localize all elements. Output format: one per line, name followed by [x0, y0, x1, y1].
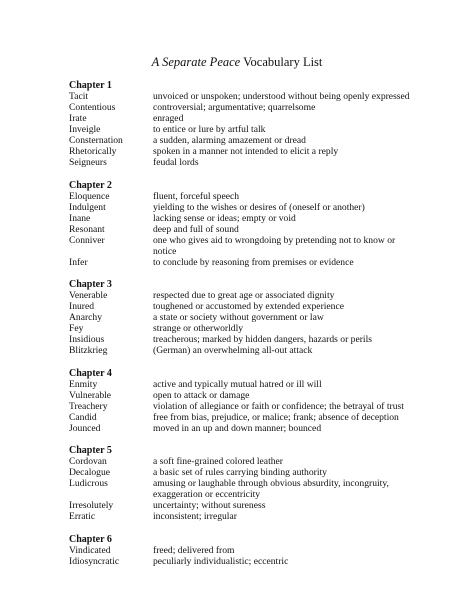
- vocabulary-term: Indulgent: [69, 201, 106, 213]
- vocabulary-term: Contentious: [69, 102, 116, 113]
- vocabulary-entry: [69, 157, 419, 168]
- chapter-heading: Chapter 6: [69, 533, 112, 545]
- vocabulary-entry: [69, 334, 419, 345]
- vocabulary-definition: free from bias, prejudice, or malice; frank; absence of deception: [153, 411, 399, 423]
- vocabulary-entry: [69, 290, 419, 301]
- vocabulary-entry: [69, 235, 419, 257]
- vocabulary-entry: [69, 224, 419, 235]
- vocabulary-entry: [69, 257, 419, 268]
- vocabulary-definition: a basic set of rules carrying binding authority: [153, 467, 327, 478]
- vocabulary-term: Infer: [69, 256, 88, 268]
- vocabulary-entry: [69, 556, 419, 567]
- vocabulary-term: Inured: [69, 301, 95, 312]
- vocabulary-term: Treachery: [69, 400, 108, 412]
- vocabulary-term: Ludicrous: [69, 478, 108, 489]
- vocabulary-entry: [69, 401, 419, 412]
- vocabulary-definition: inconsistent; irregular: [153, 511, 237, 522]
- vocabulary-term: Venerable: [69, 290, 108, 301]
- vocabulary-entry: [69, 467, 419, 478]
- vocabulary-term: Decalogue: [69, 467, 111, 478]
- vocabulary-term: Conniver: [69, 234, 105, 246]
- vocabulary-entry: [69, 113, 419, 124]
- page-title: [0, 55, 474, 70]
- vocabulary-definition: spoken in a manner not intended to elicit a reply: [153, 146, 339, 157]
- chapter-heading: Chapter 4: [69, 367, 112, 379]
- chapter-heading: Chapter 3: [69, 279, 112, 290]
- vocabulary-term: Idiosyncratic: [69, 555, 120, 567]
- vocabulary-term: Consternation: [69, 135, 123, 146]
- vocabulary-term: Erratic: [69, 511, 96, 522]
- chapter-section: [69, 180, 419, 268]
- vocabulary-entry: [69, 390, 419, 401]
- vocabulary-definition: uncertainty; without sureness: [153, 500, 266, 511]
- vocabulary-entry: [69, 202, 419, 213]
- vocabulary-definition: treacherous; marked by hidden dangers, hazards or perils: [153, 334, 372, 345]
- vocabulary-definition: to entice or lure by artful talk: [153, 124, 266, 135]
- vocabulary-entry: [69, 146, 419, 157]
- vocabulary-definition: feudal lords: [153, 157, 199, 168]
- chapter-section: [69, 80, 419, 168]
- vocabulary-definition: a state or society without government or law: [153, 312, 324, 323]
- vocabulary-definition: one who gives aid to wrongdoing by pretending not to know or notice: [153, 234, 396, 257]
- vocabulary-entry: [69, 312, 419, 323]
- vocabulary-entry: [69, 511, 419, 522]
- vocabulary-definition: strange or otherworldly: [153, 323, 244, 334]
- vocabulary-definition: respected due to great age or associated dignity: [153, 290, 335, 301]
- vocabulary-entry: [69, 301, 419, 312]
- vocabulary-entry: [69, 500, 419, 511]
- vocabulary-definition: amusing or laughable through obvious absurdity, incongruity, exaggeration or eccentricity: [153, 478, 389, 500]
- vocabulary-term: Anarchy: [69, 312, 103, 323]
- vocabulary-definition: peculiarly individualistic; eccentric: [153, 555, 289, 567]
- vocabulary-entry: [69, 423, 419, 434]
- vocabulary-definition: a sudden, alarming amazement or dread: [153, 135, 306, 146]
- vocabulary-definition: a soft fine-grained colored leather: [153, 456, 283, 467]
- vocabulary-definition: enraged: [153, 113, 184, 124]
- vocabulary-definition: toughened or accustomed by extended experience: [153, 301, 344, 312]
- vocabulary-term: Fey: [69, 323, 84, 334]
- vocabulary-entry: [69, 102, 419, 113]
- vocabulary-term: Vindicated: [69, 544, 111, 556]
- vocabulary-definition: yielding to the wishes or desires of (oneself or another): [153, 201, 365, 213]
- chapter-heading: Chapter 2: [69, 179, 112, 191]
- vocabulary-definition: to conclude by reasoning from premises or evidence: [153, 256, 354, 268]
- vocabulary-term: Vulnerable: [69, 389, 112, 401]
- vocabulary-term: Enmity: [69, 378, 98, 390]
- vocabulary-definition: lacking sense or ideas; empty or void: [153, 212, 296, 224]
- chapter-heading: Chapter 5: [69, 445, 112, 456]
- vocabulary-entry: [69, 323, 419, 334]
- vocabulary-entry: [69, 478, 419, 500]
- vocabulary-definition: active and typically mutual hatred or ill will: [153, 378, 322, 390]
- vocabulary-term: Blitzkrieg: [69, 345, 108, 356]
- vocabulary-entry: [69, 345, 419, 356]
- chapter-heading: Chapter 1: [69, 80, 112, 91]
- vocabulary-term: Jounced: [69, 422, 101, 434]
- vocabulary-definition: unvoiced or unspoken; understood without being openly expressed: [153, 91, 410, 102]
- vocabulary-term: Candid: [69, 411, 97, 423]
- vocabulary-entry: [69, 124, 419, 135]
- title-suffix: Vocabulary List: [240, 55, 323, 69]
- vocabulary-term: Seigneurs: [69, 157, 107, 168]
- vocabulary-entry: [69, 191, 419, 202]
- vocabulary-definition: fluent, forceful speech: [153, 190, 240, 202]
- vocabulary-term: Inane: [69, 212, 91, 224]
- vocabulary-entry: [69, 412, 419, 423]
- vocabulary-term: Cordovan: [69, 456, 107, 467]
- vocabulary-list: [69, 80, 419, 578]
- vocabulary-definition: (German) an overwhelming all-out attack: [153, 345, 313, 356]
- vocabulary-definition: controversial; argumentative; quarrelsome: [153, 102, 316, 113]
- vocabulary-entry: [69, 135, 419, 146]
- vocabulary-term: Eloquence: [69, 190, 110, 202]
- vocabulary-entry: [69, 456, 419, 467]
- vocabulary-entry: [69, 379, 419, 390]
- vocabulary-definition: freed; delivered from: [153, 544, 235, 556]
- chapter-section: [69, 445, 419, 522]
- title-book-name: A Separate Peace: [151, 55, 241, 69]
- vocabulary-definition: moved in an up and down manner; bounced: [153, 422, 322, 434]
- vocabulary-term: Irresolutely: [69, 500, 114, 511]
- vocabulary-term: Insidious: [69, 334, 105, 345]
- chapter-section: [69, 279, 419, 356]
- vocabulary-term: Irate: [69, 113, 87, 124]
- chapter-section: [69, 534, 419, 567]
- vocabulary-entry: [69, 91, 419, 102]
- vocabulary-definition: open to attack or damage: [153, 389, 250, 401]
- vocabulary-term: Tacit: [69, 91, 89, 102]
- vocabulary-entry: [69, 545, 419, 556]
- vocabulary-term: Inveigle: [69, 124, 101, 135]
- vocabulary-definition: violation of allegiance or faith or confidence; the betrayal of trust: [153, 400, 404, 412]
- chapter-section: [69, 368, 419, 434]
- vocabulary-term: Resonant: [69, 223, 105, 235]
- vocabulary-definition: deep and full of sound: [153, 223, 239, 235]
- vocabulary-term: Rhetorically: [69, 146, 117, 157]
- vocabulary-entry: [69, 213, 419, 224]
